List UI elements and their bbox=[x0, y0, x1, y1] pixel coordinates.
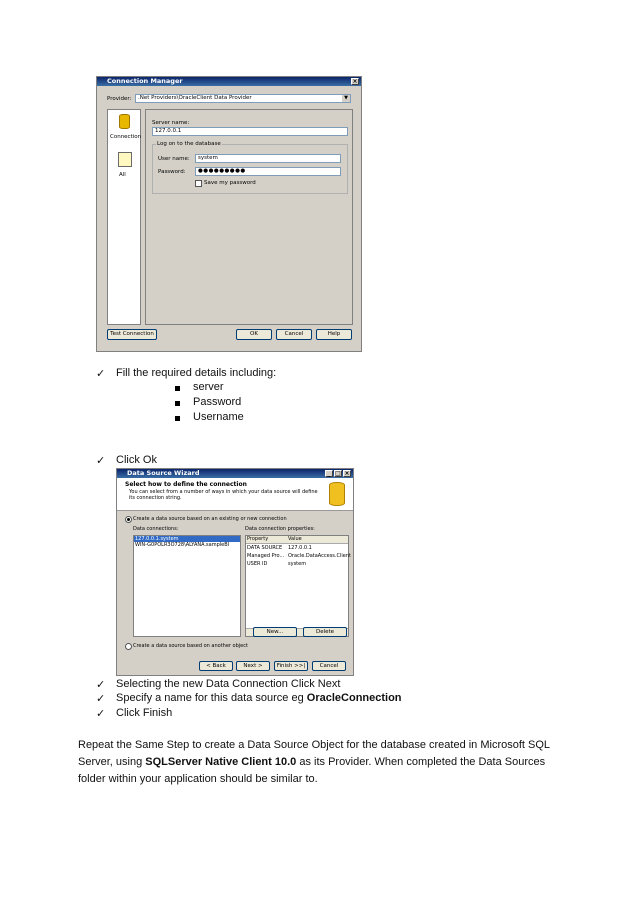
column-header: Property bbox=[247, 536, 269, 542]
delete-button[interactable]: Delete bbox=[303, 627, 347, 637]
list-subitem: Password bbox=[193, 396, 242, 408]
sidebar bbox=[107, 109, 141, 325]
main-panel bbox=[145, 109, 353, 325]
checkmark-icon: ✓ bbox=[96, 368, 106, 380]
property-name: DATA SOURCE bbox=[247, 545, 283, 551]
user-name-label: User name: bbox=[158, 156, 190, 162]
square-bullet-icon bbox=[175, 416, 180, 421]
property-value: 127.0.0.1 bbox=[288, 545, 312, 551]
finish-button[interactable]: Finish >>| bbox=[274, 661, 308, 671]
back-button[interactable]: < Back bbox=[199, 661, 233, 671]
property-value: system bbox=[288, 561, 307, 567]
help-button[interactable]: Help bbox=[316, 329, 352, 340]
title-bar bbox=[117, 469, 353, 478]
user-name-input[interactable]: system bbox=[195, 154, 341, 163]
list-subitem: server bbox=[193, 381, 224, 393]
data-connections-list[interactable] bbox=[133, 535, 241, 637]
paragraph-text: as its Provider. When completed the Data Sources folder within your application should be similar to. bbox=[78, 756, 546, 785]
provider-value: .Net Providers\OracleClient Data Provider bbox=[138, 95, 252, 101]
database-icon bbox=[119, 114, 130, 129]
minimize-icon[interactable]: _ bbox=[325, 470, 333, 477]
sidebar-item-label: All bbox=[119, 172, 126, 178]
checkmark-icon: ✓ bbox=[96, 693, 106, 705]
database-icon bbox=[329, 482, 345, 506]
ok-button[interactable]: OK bbox=[236, 329, 272, 340]
list-subitem: Username bbox=[193, 411, 244, 423]
paragraph-bold: SQLServer Native Client 10.0 bbox=[145, 756, 297, 768]
list-item-text: Specify a name for this data source eg bbox=[116, 692, 307, 704]
property-name: Managed Pro... bbox=[247, 553, 285, 559]
grid-header bbox=[246, 536, 348, 544]
sidebar-item-label: Connection bbox=[110, 134, 142, 140]
logon-group bbox=[152, 141, 348, 194]
paragraph-text: Repeat the Same Step to create a Data Source Object for the database created in Microsoft SQL Server, using bbox=[78, 739, 550, 768]
table-row bbox=[246, 544, 348, 552]
list-item: Click Ok bbox=[116, 454, 157, 466]
table-row bbox=[246, 560, 348, 568]
window-title: Connection Manager bbox=[107, 77, 183, 85]
wizard-header bbox=[117, 478, 353, 511]
square-bullet-icon bbox=[175, 386, 180, 391]
data-connections-label: Data connections: bbox=[133, 526, 179, 532]
body-paragraph bbox=[78, 737, 558, 788]
list-item: Click Finish bbox=[116, 707, 173, 719]
property-name: USER ID bbox=[247, 561, 268, 567]
sidebar-item-all[interactable] bbox=[109, 150, 139, 184]
sidebar-item-connection[interactable] bbox=[109, 112, 142, 146]
connection-manager-window bbox=[96, 76, 362, 352]
chevron-down-icon[interactable]: ▼ bbox=[342, 95, 350, 102]
cancel-button[interactable]: Cancel bbox=[312, 661, 346, 671]
cancel-button[interactable]: Cancel bbox=[276, 329, 312, 340]
provider-label: Provider: bbox=[107, 96, 132, 102]
title-bar bbox=[97, 77, 361, 86]
radio-another-label: Create a data source based on another object bbox=[133, 643, 248, 649]
window-title: Data Source Wizard bbox=[127, 469, 200, 477]
radio-existing-connection[interactable] bbox=[125, 516, 132, 523]
password-input[interactable]: ●●●●●●●●● bbox=[195, 167, 341, 176]
list-item-bold: OracleConnection bbox=[306, 692, 402, 704]
header-subtitle: You can select from a number of ways in which your data source will define its connection string. bbox=[129, 489, 318, 501]
properties-grid bbox=[245, 535, 349, 637]
maximize-icon[interactable]: □ bbox=[335, 470, 341, 477]
property-value: Oracle.DataAccess.Client bbox=[288, 553, 351, 559]
list-item bbox=[116, 692, 402, 704]
header-title: Select how to define the connection bbox=[125, 481, 247, 488]
list-item[interactable]: 127.0.0.1.system bbox=[134, 536, 240, 542]
next-button[interactable]: Next > bbox=[236, 661, 270, 671]
close-icon[interactable]: × bbox=[352, 78, 358, 85]
list-item: Fill the required details including: bbox=[116, 367, 277, 379]
test-connection-button[interactable]: Test Connection bbox=[107, 329, 157, 340]
square-bullet-icon bbox=[175, 401, 180, 406]
close-icon[interactable]: × bbox=[344, 470, 350, 477]
table-row bbox=[246, 552, 351, 560]
logon-group-title: Log on to the database bbox=[157, 141, 221, 147]
radio-existing-label: Create a data source based on an existing or new connection bbox=[133, 516, 287, 522]
provider-select[interactable] bbox=[135, 94, 351, 103]
new-button[interactable]: New... bbox=[253, 627, 297, 637]
column-header: Value bbox=[288, 536, 302, 542]
save-password-label: Save my password bbox=[204, 180, 256, 186]
password-label: Password: bbox=[158, 169, 186, 175]
checkmark-icon: ✓ bbox=[96, 679, 106, 691]
radio-another-object[interactable] bbox=[125, 643, 132, 650]
properties-label: Data connection properties: bbox=[245, 526, 315, 532]
checkmark-icon: ✓ bbox=[96, 708, 106, 720]
save-password-checkbox[interactable] bbox=[195, 180, 202, 187]
server-name-input[interactable]: 127.0.0.1 bbox=[152, 127, 348, 136]
data-source-wizard-window bbox=[116, 468, 354, 676]
properties-icon bbox=[118, 152, 132, 167]
server-name-label: Server name: bbox=[152, 120, 190, 126]
list-item: Selecting the new Data Connection Click Next bbox=[116, 678, 341, 690]
checkmark-icon: ✓ bbox=[96, 455, 106, 467]
list-item[interactable]: WIN-G0POLR3O728\ALYANA.sampleBI bbox=[135, 542, 230, 548]
